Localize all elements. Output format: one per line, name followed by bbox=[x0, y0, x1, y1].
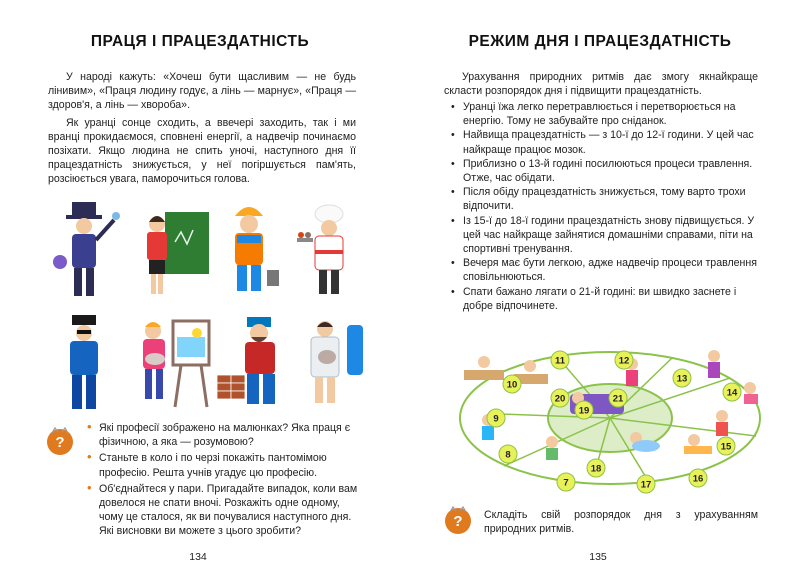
cook-figure bbox=[297, 205, 343, 294]
professions-illustration bbox=[40, 197, 380, 417]
svg-text:13: 13 bbox=[676, 373, 688, 385]
hour-11 bbox=[551, 351, 569, 369]
right-page-title: РЕЖИМ ДНЯ І ПРАЦЕЗДАТНІСТЬ bbox=[468, 33, 732, 50]
svg-text:?: ? bbox=[453, 513, 463, 530]
svg-text:?: ? bbox=[55, 434, 65, 451]
question-item: • Об'єднайтеся у пари. Пригадайте випадок, коли вам довелося не спати вночі. Розкажіть одне одному, чому це сталося, як ви почувалися наступного дня. Які висновки ви можете з цього зробити? bbox=[86, 482, 358, 539]
question-item: • Станьте в коло і по черзі покажіть пантомімою професію. Решта учнів угадує цю професію. bbox=[86, 451, 358, 479]
artist-figure bbox=[143, 321, 209, 407]
hour-21 bbox=[609, 389, 627, 407]
hour-20 bbox=[551, 389, 569, 407]
hour-12 bbox=[615, 351, 633, 369]
builder-figure bbox=[235, 207, 279, 291]
svg-text:17: 17 bbox=[640, 479, 652, 491]
page-number: 135 bbox=[589, 551, 607, 563]
hour-17 bbox=[637, 475, 655, 493]
task-text bbox=[484, 508, 758, 536]
svg-text:12: 12 bbox=[618, 355, 630, 367]
task-instruction: Складіть свій розпорядок дня з урахуванням природних ритмів. bbox=[484, 509, 758, 536]
hour-16 bbox=[689, 469, 707, 487]
right-page bbox=[400, 0, 800, 577]
left-page-title: ПРАЦЯ І ПРАЦЕЗДАТНІСТЬ bbox=[90, 33, 310, 50]
svg-text:10: 10 bbox=[506, 379, 518, 391]
hour-15 bbox=[717, 437, 735, 455]
daily-routine-list bbox=[450, 100, 758, 313]
veterinarian-figure bbox=[311, 321, 363, 403]
daily-clock-diagram bbox=[450, 346, 780, 496]
routine-item: • Із 15-ї до 18-ї години працездатність знову підвищується. У цей час найкраще зайнятися домашніми справами, піти на спортивні тренування. bbox=[450, 214, 758, 257]
proverbs-paragraph: У народі кажуть: «Хочеш бути щасливим — не будь лінивим», «Праця людину годує, а лінь — марнує», «Праця — здоров'я, а лінь — хвороба». bbox=[48, 71, 356, 112]
svg-text:20: 20 bbox=[554, 393, 566, 405]
bricklayer-figure bbox=[217, 317, 275, 404]
routine-item: • Після обіду працездатність знижується, тому варто трохи відпочити. bbox=[450, 185, 758, 213]
svg-text:19: 19 bbox=[578, 405, 590, 417]
hour-19 bbox=[575, 401, 593, 419]
svg-text:21: 21 bbox=[612, 393, 624, 405]
svg-text:15: 15 bbox=[720, 441, 732, 453]
routine-item: • Вечеря має бути легкою, адже надвечір процеси травлення сповільнюються. bbox=[450, 256, 758, 284]
svg-text:7: 7 bbox=[563, 477, 569, 489]
routine-item: • Уранці їжа легко перетравлюється і перетворюється на енергію. Тому не забувайте про сніданок. bbox=[450, 100, 758, 128]
svg-text:16: 16 bbox=[692, 473, 704, 485]
question-icon bbox=[442, 504, 474, 536]
left-questions-list bbox=[86, 421, 358, 539]
routine-item: • Приблизно о 13-й годині посилюються процеси травлення. Отже, час обідати. bbox=[450, 157, 758, 185]
svg-text:18: 18 bbox=[590, 463, 602, 475]
magician-figure bbox=[53, 202, 120, 296]
svg-text:8: 8 bbox=[505, 449, 511, 461]
sleep-paragraph: Як уранці сонце сходить, а ввечері заходить, так і ми вранці прокидаємося, сповнені енергії, а надвечір починаємо позіхати. Якщо людина не спить уночі, наступного дня її працездатність знижується, у неї погіршується пам'ять, розсіюється увага, паморочиться голова. bbox=[48, 116, 356, 186]
hour-10 bbox=[503, 375, 521, 393]
hour-14 bbox=[723, 383, 741, 401]
question-icon bbox=[44, 425, 76, 457]
hour-18 bbox=[587, 459, 605, 477]
left-intro-text bbox=[48, 70, 356, 187]
svg-text:14: 14 bbox=[726, 387, 738, 399]
police-officer-figure bbox=[70, 315, 98, 409]
page-number: 134 bbox=[189, 551, 207, 563]
routine-item: • Найвища працездатність — з 10-ї до 12-ї години. У цей час найкраще працює мозок. bbox=[450, 128, 758, 156]
hour-8 bbox=[499, 445, 517, 463]
hour-13 bbox=[673, 369, 691, 387]
svg-text:9: 9 bbox=[493, 413, 499, 425]
right-intro-text bbox=[444, 70, 758, 98]
hour-9 bbox=[487, 409, 505, 427]
rhythm-intro: Урахування природних ритмів дає змогу якнайкраще скласти розпорядок дня і підвищити працездатність. bbox=[444, 71, 758, 98]
svg-text:11: 11 bbox=[554, 355, 566, 367]
teacher-figure bbox=[147, 212, 209, 294]
routine-item: • Спати бажано лягати о 21-й годині: ви швидко заснете і добре відпочинете. bbox=[450, 285, 758, 313]
hour-7 bbox=[557, 473, 575, 491]
question-item: • Які професії зображено на малюнках? Яка праця є фізичною, а яка — розумовою? bbox=[86, 421, 358, 449]
